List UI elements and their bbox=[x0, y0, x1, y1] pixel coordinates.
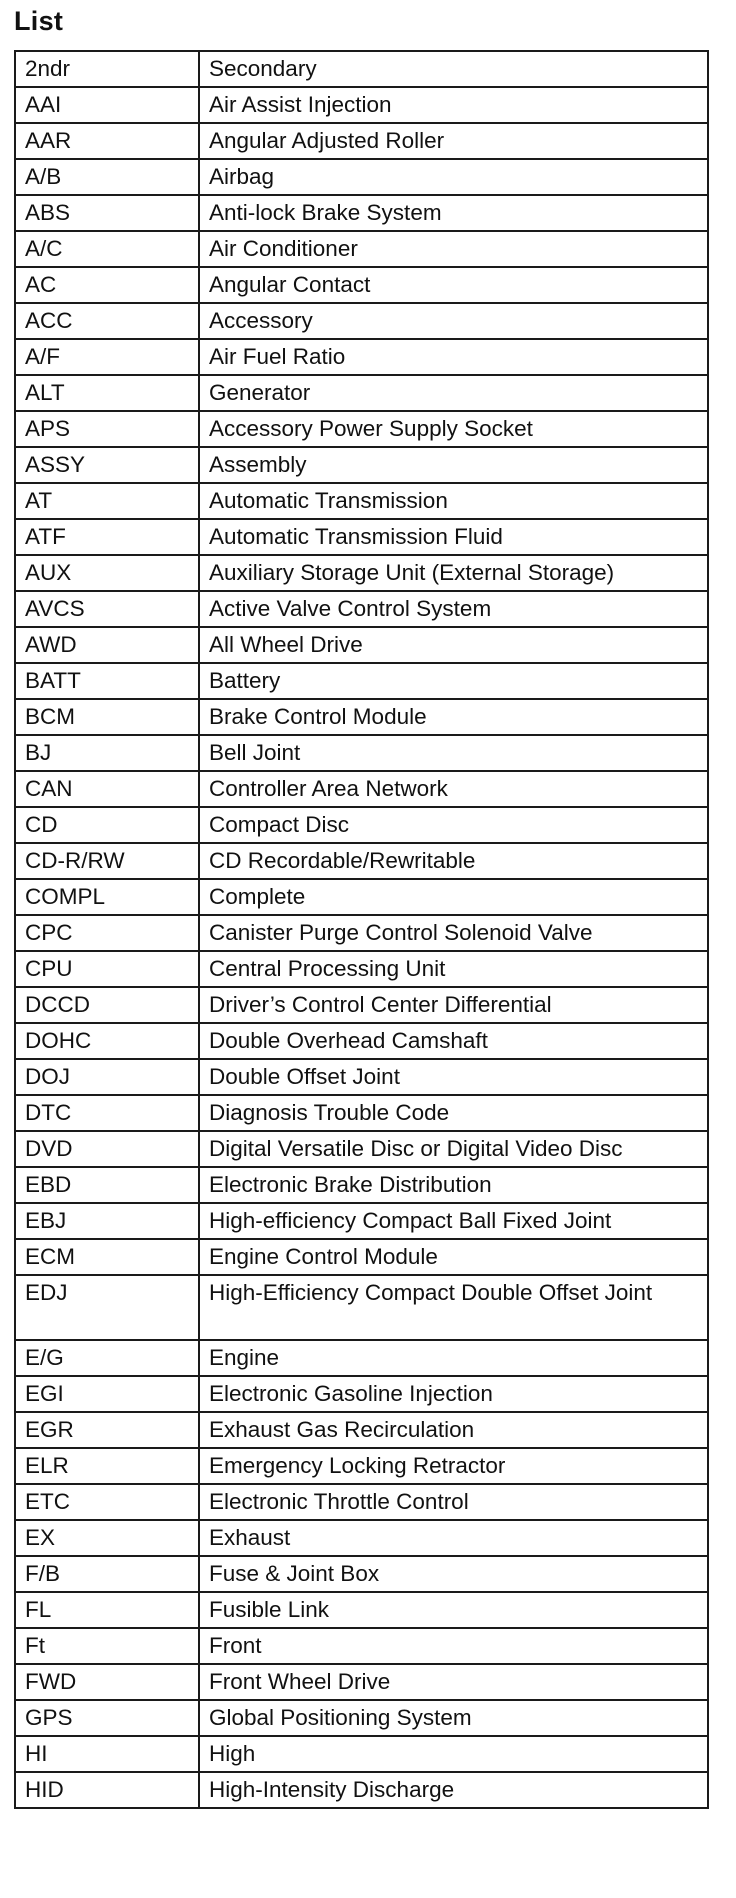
table-row bbox=[15, 447, 708, 483]
table-row bbox=[15, 1412, 708, 1448]
table-row bbox=[15, 879, 708, 915]
meaning-cell: Double Offset Joint bbox=[199, 1059, 708, 1095]
abbreviation-cell: AT bbox=[15, 483, 199, 519]
abbreviation-cell: DVD bbox=[15, 1131, 199, 1167]
abbreviation-cell: AUX bbox=[15, 555, 199, 591]
abbreviation-cell: AWD bbox=[15, 627, 199, 663]
abbreviation-cell: A/B bbox=[15, 159, 199, 195]
meaning-cell: Engine Control Module bbox=[199, 1239, 708, 1275]
meaning-cell: Canister Purge Control Solenoid Valve bbox=[199, 915, 708, 951]
abbreviation-cell: ATF bbox=[15, 519, 199, 555]
abbreviation-cell: EX bbox=[15, 1520, 199, 1556]
abbreviation-cell: DOHC bbox=[15, 1023, 199, 1059]
meaning-cell: Airbag bbox=[199, 159, 708, 195]
table-row bbox=[15, 411, 708, 447]
meaning-cell: Assembly bbox=[199, 447, 708, 483]
table-row bbox=[15, 1203, 708, 1239]
table-row bbox=[15, 159, 708, 195]
meaning-cell: Anti-lock Brake System bbox=[199, 195, 708, 231]
meaning-cell: Air Conditioner bbox=[199, 231, 708, 267]
meaning-cell: High-efficiency Compact Ball Fixed Joint bbox=[199, 1203, 708, 1239]
abbreviation-cell: CD bbox=[15, 807, 199, 843]
meaning-cell: Complete bbox=[199, 879, 708, 915]
table-row bbox=[15, 1275, 708, 1340]
abbreviation-cell: GPS bbox=[15, 1700, 199, 1736]
abbreviation-cell: COMPL bbox=[15, 879, 199, 915]
meaning-cell: High-Efficiency Compact Double Offset Joint bbox=[199, 1275, 708, 1340]
table-row bbox=[15, 807, 708, 843]
meaning-cell: High-Intensity Discharge bbox=[199, 1772, 708, 1808]
table-row bbox=[15, 1376, 708, 1412]
abbreviation-cell: BJ bbox=[15, 735, 199, 771]
page-title: List bbox=[14, 6, 64, 36]
meaning-cell: Fusible Link bbox=[199, 1592, 708, 1628]
abbreviation-cell: ECM bbox=[15, 1239, 199, 1275]
abbreviation-table bbox=[14, 50, 709, 1809]
abbreviation-cell: BCM bbox=[15, 699, 199, 735]
meaning-cell: CD Recordable/Rewritable bbox=[199, 843, 708, 879]
abbreviation-cell: DCCD bbox=[15, 987, 199, 1023]
meaning-cell: Electronic Throttle Control bbox=[199, 1484, 708, 1520]
abbreviation-cell: HI bbox=[15, 1736, 199, 1772]
abbreviation-cell: EBD bbox=[15, 1167, 199, 1203]
abbreviation-table-body bbox=[15, 51, 708, 1808]
meaning-cell: Global Positioning System bbox=[199, 1700, 708, 1736]
table-row bbox=[15, 303, 708, 339]
table-row bbox=[15, 735, 708, 771]
abbreviation-cell: ACC bbox=[15, 303, 199, 339]
abbreviation-cell: ELR bbox=[15, 1448, 199, 1484]
table-row bbox=[15, 627, 708, 663]
meaning-cell: Exhaust bbox=[199, 1520, 708, 1556]
abbreviation-cell: EDJ bbox=[15, 1275, 199, 1340]
meaning-cell: All Wheel Drive bbox=[199, 627, 708, 663]
meaning-cell: Accessory bbox=[199, 303, 708, 339]
abbreviation-cell: Ft bbox=[15, 1628, 199, 1664]
abbreviation-cell: CPU bbox=[15, 951, 199, 987]
meaning-cell: Secondary bbox=[199, 51, 708, 87]
meaning-cell: Double Overhead Camshaft bbox=[199, 1023, 708, 1059]
meaning-cell: Fuse & Joint Box bbox=[199, 1556, 708, 1592]
abbreviation-cell: CD-R/RW bbox=[15, 843, 199, 879]
meaning-cell: Driver’s Control Center Differential bbox=[199, 987, 708, 1023]
meaning-cell: Exhaust Gas Recirculation bbox=[199, 1412, 708, 1448]
abbreviation-cell: A/F bbox=[15, 339, 199, 375]
abbreviation-cell: E/G bbox=[15, 1340, 199, 1376]
meaning-cell: Front Wheel Drive bbox=[199, 1664, 708, 1700]
meaning-cell: Emergency Locking Retractor bbox=[199, 1448, 708, 1484]
table-row bbox=[15, 51, 708, 87]
table-row bbox=[15, 771, 708, 807]
meaning-cell: Accessory Power Supply Socket bbox=[199, 411, 708, 447]
table-row bbox=[15, 987, 708, 1023]
table-row bbox=[15, 195, 708, 231]
table-row bbox=[15, 843, 708, 879]
abbreviation-cell: APS bbox=[15, 411, 199, 447]
meaning-cell: Electronic Gasoline Injection bbox=[199, 1376, 708, 1412]
abbreviation-cell: FL bbox=[15, 1592, 199, 1628]
meaning-cell: Central Processing Unit bbox=[199, 951, 708, 987]
abbreviation-cell: 2ndr bbox=[15, 51, 199, 87]
table-row bbox=[15, 1592, 708, 1628]
abbreviation-cell: F/B bbox=[15, 1556, 199, 1592]
abbreviation-cell: BATT bbox=[15, 663, 199, 699]
abbreviation-cell: AC bbox=[15, 267, 199, 303]
meaning-cell: Diagnosis Trouble Code bbox=[199, 1095, 708, 1131]
table-row bbox=[15, 1340, 708, 1376]
table-row bbox=[15, 591, 708, 627]
table-row bbox=[15, 1556, 708, 1592]
meaning-cell: Angular Adjusted Roller bbox=[199, 123, 708, 159]
abbreviation-cell: EBJ bbox=[15, 1203, 199, 1239]
table-row bbox=[15, 555, 708, 591]
table-row bbox=[15, 951, 708, 987]
meaning-cell: Auxiliary Storage Unit (External Storage) bbox=[199, 555, 708, 591]
table-row bbox=[15, 1167, 708, 1203]
table-row bbox=[15, 1736, 708, 1772]
meaning-cell: Bell Joint bbox=[199, 735, 708, 771]
table-row bbox=[15, 915, 708, 951]
abbreviation-cell: DOJ bbox=[15, 1059, 199, 1095]
abbreviation-cell: DTC bbox=[15, 1095, 199, 1131]
table-row bbox=[15, 375, 708, 411]
meaning-cell: Air Fuel Ratio bbox=[199, 339, 708, 375]
table-row bbox=[15, 267, 708, 303]
table-row bbox=[15, 123, 708, 159]
meaning-cell: Brake Control Module bbox=[199, 699, 708, 735]
table-row bbox=[15, 1700, 708, 1736]
abbreviation-cell: AAI bbox=[15, 87, 199, 123]
table-row bbox=[15, 87, 708, 123]
abbreviation-cell: EGR bbox=[15, 1412, 199, 1448]
meaning-cell: High bbox=[199, 1736, 708, 1772]
meaning-cell: Angular Contact bbox=[199, 267, 708, 303]
abbreviation-cell: FWD bbox=[15, 1664, 199, 1700]
abbreviation-cell: EGI bbox=[15, 1376, 199, 1412]
meaning-cell: Air Assist Injection bbox=[199, 87, 708, 123]
table-row bbox=[15, 1484, 708, 1520]
meaning-cell: Active Valve Control System bbox=[199, 591, 708, 627]
abbreviation-cell: ETC bbox=[15, 1484, 199, 1520]
table-row bbox=[15, 519, 708, 555]
table-row bbox=[15, 339, 708, 375]
meaning-cell: Automatic Transmission Fluid bbox=[199, 519, 708, 555]
table-row bbox=[15, 1095, 708, 1131]
table-row bbox=[15, 1059, 708, 1095]
abbreviation-cell: HID bbox=[15, 1772, 199, 1808]
meaning-cell: Controller Area Network bbox=[199, 771, 708, 807]
table-row bbox=[15, 663, 708, 699]
table-row bbox=[15, 699, 708, 735]
meaning-cell: Digital Versatile Disc or Digital Video Disc bbox=[199, 1131, 708, 1167]
abbreviation-cell: AAR bbox=[15, 123, 199, 159]
table-row bbox=[15, 1772, 708, 1808]
abbreviation-cell: CPC bbox=[15, 915, 199, 951]
meaning-cell: Electronic Brake Distribution bbox=[199, 1167, 708, 1203]
abbreviation-cell: ALT bbox=[15, 375, 199, 411]
table-row bbox=[15, 1664, 708, 1700]
abbreviation-cell: CAN bbox=[15, 771, 199, 807]
meaning-cell: Generator bbox=[199, 375, 708, 411]
table-row bbox=[15, 231, 708, 267]
abbreviation-cell: A/C bbox=[15, 231, 199, 267]
meaning-cell: Compact Disc bbox=[199, 807, 708, 843]
table-row bbox=[15, 1131, 708, 1167]
meaning-cell: Automatic Transmission bbox=[199, 483, 708, 519]
abbreviation-cell: ASSY bbox=[15, 447, 199, 483]
table-row bbox=[15, 1023, 708, 1059]
abbreviation-cell: AVCS bbox=[15, 591, 199, 627]
meaning-cell: Engine bbox=[199, 1340, 708, 1376]
meaning-cell: Front bbox=[199, 1628, 708, 1664]
table-row bbox=[15, 483, 708, 519]
table-row bbox=[15, 1628, 708, 1664]
table-row bbox=[15, 1239, 708, 1275]
table-row bbox=[15, 1448, 708, 1484]
meaning-cell: Battery bbox=[199, 663, 708, 699]
table-row bbox=[15, 1520, 708, 1556]
abbreviation-cell: ABS bbox=[15, 195, 199, 231]
